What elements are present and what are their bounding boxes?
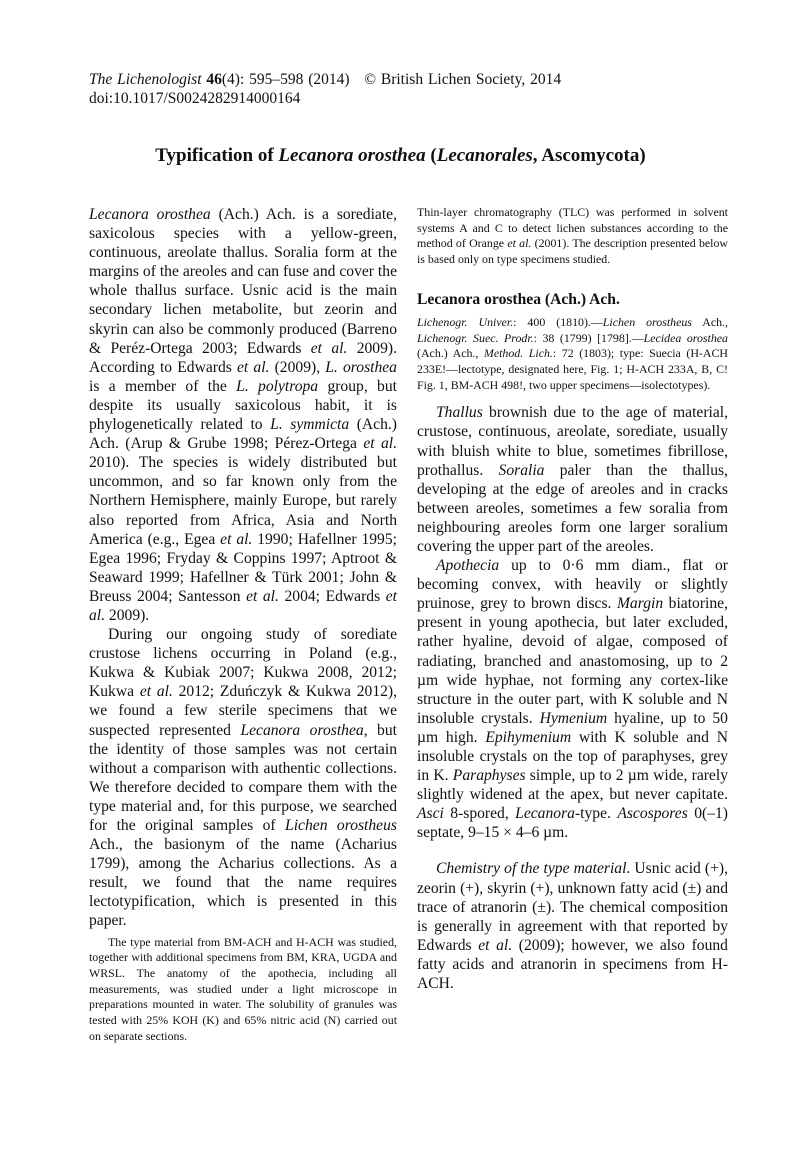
nomenclature-citation: Lichenogr. Univer.: 400 (1810).—Lichen orostheus Ach., Lichenogr. Suec. Prodr.: 38 (1799) [1798].—Lecidea orosthea (Ach.) Ach., Method. Lich.: 72 (1803); type: Suecia (H-ACH 233E!—lectotype, designated here, Fig. 1; H-ACH 233A, B, C! Fig. 1, BM-ACH 498!, two upper specimens—isolectotypes). — [417, 314, 728, 392]
journal-issue-pages: (4): 595–598 (2014) — [221, 71, 350, 88]
study-paragraph: During our ongoing study of sorediate crustose lichens occurring in Poland (e.g., Kukwa & Kubiak 2007; Kukwa 2008, 2012; Kukwa et al. 2012; Zduńczyk & Kukwa 2012), we found a few sterile specimens that we suspected represented Lecanora orosthea, but the identity of those samples was not certain without a comparison with authentic collections. We therefore decided to compare them with the type material and, for this purpose, we searched for the original samples of Lichen orostheus Ach., the basionym of the name (Acharius 1799), among the Acharius collections. As a result, we found that the name requires lectotypification, which is presented in this paper. — [89, 626, 397, 930]
apothecia-paragraph: Apothecia up to 0·6 mm diam., flat or becoming convex, with heavily or slightly pruinose, grey to brown discs. Margin biatorine, present in young apothecia, but later excluded, rather hyaline, devoid of algae, composed of radiating, branched and anastomosing, up to 2 µm wide hyphae, not forming any cortex-like structure in the outer part, with K soluble and N insoluble crystals. Hymenium hyaline, up to 50 µm high. Epihymenium with K soluble and N insoluble crystals on the top of paraphyses, grey in K. Paraphyses simple, up to 2 µm wide, rarely slightly widened at the apex, but never capitate. Asci 8-spored, Lecanora-type. Ascospores 0(–1) septate, 9–15 × 4–6 µm. — [417, 557, 728, 842]
copyright: © British Lichen Society, 2014 — [364, 71, 562, 88]
thallus-paragraph: Thallus brownish due to the age of material, crustose, continuous, areolate, sorediate, usually with bluish white to blue, sometimes fibrillose, prothallus. Soralia paler than the thallus, developing at the edge of areoles and in cracks between areoles, sometimes a few soralia from neighbouring areoles form one larger soralium covering the upper part of the areoles. — [417, 404, 729, 555]
journal-name: The Lichenologist — [89, 71, 202, 88]
left-column — [89, 205, 397, 1044]
chemistry-paragraph: Chemistry of the type material. Usnic acid (+), zeorin (+), skyrin (+), unknown fatty acid (±) and trace of atranorin (±). The chemical composition is generally in agreement with that reported by Edwards et al. (2009); however, we also found fatty acids and atranorin in specimens from H-ACH. — [417, 860, 728, 993]
species-heading: Lecanora orosthea (Ach.) Ach. — [417, 290, 620, 308]
methods-paragraph: The type material from BM-ACH and H-ACH was studied, together with additional specimens from BM, KRA, UGDA and WRSL. The anatomy of the apothecia, including all measurements, was studied under a light microscope in preparations mounted in water. The solubility of granules was tested with 25% KOH (K) and 65% nitric acid (N) carried out on separate sections. — [89, 934, 397, 1043]
right-column — [417, 205, 728, 993]
journal-header — [89, 70, 561, 108]
doi[interactable]: doi:10.1017/S0024282914000164 — [89, 90, 301, 107]
journal-volume: 46 — [206, 71, 222, 88]
intro-paragraph: Lecanora orosthea (Ach.) Ach. is a sorediate, saxicolous species with a yellow-green, continuous, areolate thallus. Soralia form at the margins of the areoles and can fuse and cover the whole thallus surface. Usnic acid is the main secondary lichen metabolite, but zeorin and skyrin can also be commonly produced (Barreno & Peréz-Ortega 2003; Edwards et al. 2009). According to Edwards et al. (2009), L. orosthea is a member of the L. polytropa group, but despite its usually saxicolous habit, it is phylogenetically related to L. symmicta (Ach.) Ach. (Arup & Grube 1998; Pérez-Ortega et al. 2010). The species is widely distributed but uncommon, and so far known only from the Northern Hemisphere, mainly Europe, but rarely also reported from Africa, Asia and North America (e.g., Egea et al. 1990; Hafellner 1995; Egea 1996; Fryday & Coppins 1997; Aptroot & Seaward 1999; Hafellner & Türk 2001; John & Breuss 2004; Santesson et al. 2004; Edwards et al. 2009). — [89, 206, 398, 624]
article-title: Typification of Lecanora orosthea (Lecanorales, Ascomycota) — [155, 145, 646, 166]
tlc-paragraph: Thin-layer chromatography (TLC) was performed in solvent systems A and C to detect lichen substances according to the method of Orange et al. (2001). The description presented below is based only on type specimens studied. — [417, 205, 729, 267]
